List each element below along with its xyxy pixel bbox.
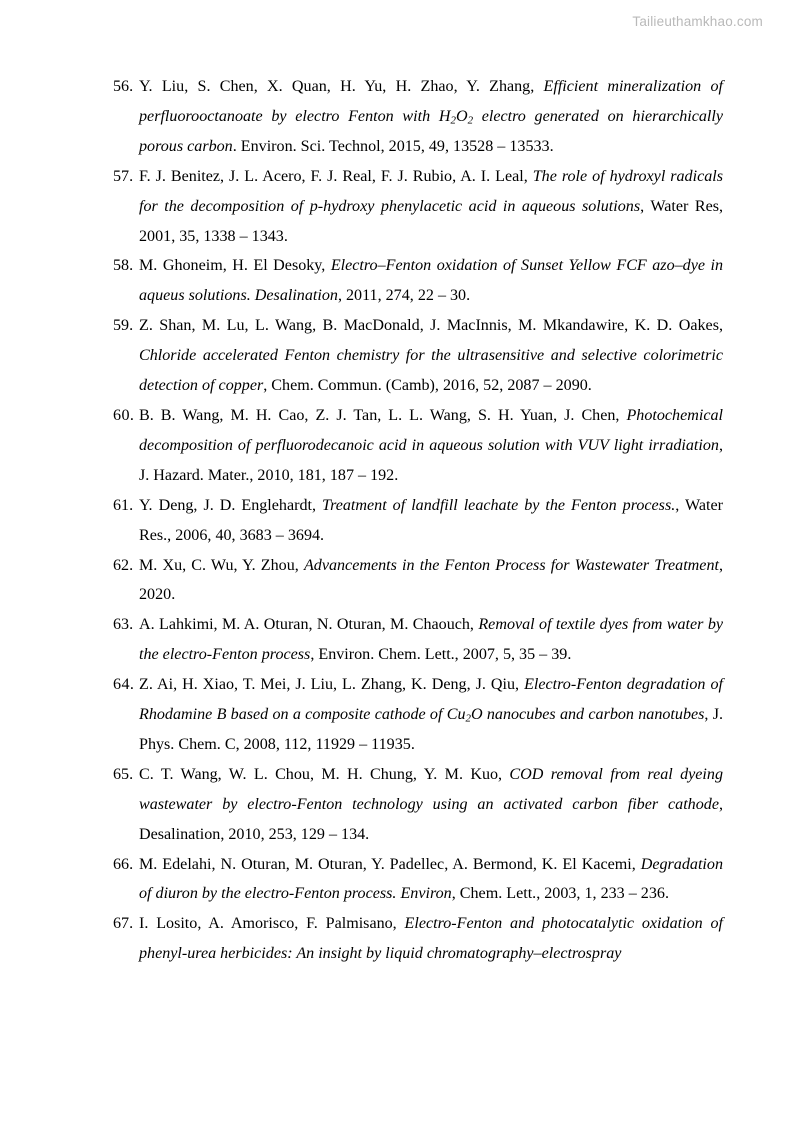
reference-source: , 2011, 274, 22 – 30. — [337, 287, 471, 305]
reference-number: 66. — [113, 855, 134, 873]
reference-authors: Y. Deng, J. D. Englehardt, — [139, 496, 323, 514]
reference-text — [139, 311, 723, 401]
reference-source: , Environ. Chem. Lett., 2007, 5, 35 – 39. — [310, 646, 572, 664]
subscript: 2 — [450, 114, 456, 127]
reference-authors: C. T. Wang, W. L. Chou, M. H. Chung, Y. M. Kuo, — [139, 765, 510, 783]
reference-source: , Chem. Commun. (Camb), 2016, 52, 2087 – 2090. — [263, 377, 592, 395]
reference-title-part: Efficient mineralization of perfluorooctanoate by electro Fenton with H — [139, 78, 723, 125]
reference-text — [139, 850, 723, 910]
reference-source: , Water Res, 2001, 35, 1338 – 1343. — [139, 197, 724, 245]
reference-title-part: O nanocubes and carbon nanotubes — [470, 706, 705, 724]
reference-title-part: electro generated on hierarchically porous carbon — [139, 107, 723, 155]
reference-entry — [113, 850, 723, 910]
reference-entry — [113, 610, 723, 670]
reference-entry — [113, 401, 723, 491]
reference-text — [139, 610, 723, 670]
reference-authors: B. B. Wang, M. H. Cao, Z. J. Tan, L. L. Wang, S. H. Yuan, J. Chen, — [139, 406, 627, 424]
reference-title: Electro–Fenton oxidation of Sunset Yellow FCF azo–dye in aqueus solutions. Desalination — [139, 257, 724, 305]
reference-title: Photochemical decomposition of perfluorodecanoic acid in aqueous solution with VUV light irradiation — [139, 406, 723, 454]
reference-number: 56. — [113, 78, 134, 95]
reference-text — [139, 72, 723, 162]
reference-source: , Chem. Lett., 2003, 1, 233 – 236. — [451, 885, 669, 903]
reference-text — [139, 251, 723, 311]
reference-number: 60. — [113, 406, 135, 424]
reference-source: , Desalination, 2010, 253, 129 – 134. — [139, 795, 723, 843]
reference-list — [113, 72, 723, 969]
reference-number: 62. — [113, 556, 134, 574]
reference-entry — [113, 311, 723, 401]
reference-source: , Water Res., 2006, 40, 3683 – 3694. — [139, 496, 723, 544]
reference-number: 64. — [113, 676, 135, 694]
reference-title: COD removal from real dyeing wastewater by electro-Fenton technology using an activated carbon fiber cathode — [139, 765, 723, 813]
reference-authors: F. J. Benitez, J. L. Acero, F. J. Real, F. J. Rubio, A. I. Leal, — [139, 167, 533, 185]
reference-title: Advancements in the Fenton Process for Wastewater Treatment — [303, 556, 719, 574]
reference-source: , 2020. — [139, 556, 724, 604]
reference-title-part: O — [455, 107, 468, 125]
reference-title: The role of hydroxyl radicals for the decomposition of p-hydroxy phenylacetic acid in aqueous solutions — [139, 167, 724, 215]
reference-text — [139, 162, 723, 252]
reference-text — [139, 670, 723, 760]
reference-title: Degradation of diuron by the electro-Fenton process. Environ — [139, 855, 723, 903]
reference-title: Electro-Fenton and photocatalytic oxidation of phenyl-urea herbicides: An insight by liquid chromatography–electrospray — [139, 915, 723, 963]
reference-entry — [113, 491, 723, 551]
reference-number: 57. — [113, 167, 134, 185]
reference-text — [139, 491, 723, 551]
reference-authors: M. Ghoneim, H. El Desoky, — [139, 257, 331, 275]
reference-title: Treatment of landfill leachate by the Fenton process. — [322, 496, 676, 514]
reference-authors: Y. Liu, S. Chen, X. Quan, H. Yu, H. Zhao, Y. Zhang, — [139, 78, 544, 95]
reference-text — [139, 760, 723, 850]
reference-text — [139, 909, 723, 969]
reference-source: , J. Hazard. Mater., 2010, 181, 187 – 192. — [139, 436, 723, 484]
reference-entry — [113, 909, 723, 969]
reference-number: 59. — [113, 317, 134, 335]
reference-source: . Environ. Sci. Technol, 2015, 49, 13528 – 13533. — [232, 137, 554, 155]
reference-authors: A. Lahkimi, M. A. Oturan, N. Oturan, M. Chaouch, — [139, 616, 479, 634]
reference-number: 58. — [113, 257, 134, 275]
reference-title: Removal of textile dyes from water by the electro-Fenton process — [139, 616, 724, 664]
reference-number: 61. — [113, 496, 134, 514]
reference-entry — [113, 72, 723, 162]
reference-number: 63. — [113, 616, 134, 634]
subscript: 2 — [465, 712, 471, 725]
reference-entry — [113, 251, 723, 311]
reference-entry — [113, 760, 723, 850]
reference-authors: I. Losito, A. Amorisco, F. Palmisano, — [139, 915, 405, 933]
reference-source: , J. Phys. Chem. C, 2008, 112, 11929 – 11935. — [139, 706, 723, 753]
reference-title: Chloride accelerated Fenton chemistry for the ultrasensitive and selective colorimetric detection of copper — [139, 347, 723, 395]
reference-entry — [113, 551, 723, 611]
reference-authors: M. Xu, C. Wu, Y. Zhou, — [139, 556, 304, 574]
reference-authors: Z. Shan, M. Lu, L. Wang, B. MacDonald, J. MacInnis, M. Mkandawire, K. D. Oakes, — [139, 317, 723, 335]
reference-text — [139, 551, 723, 611]
reference-title-part: Electro-Fenton degradation of Rhodamine B based on a composite cathode of Cu — [139, 676, 724, 724]
subscript: 2 — [467, 114, 474, 127]
reference-entry — [113, 162, 723, 252]
reference-authors: Z. Ai, H. Xiao, T. Mei, J. Liu, L. Zhang, K. Deng, J. Qiu, — [139, 676, 525, 694]
reference-number: 67. — [113, 915, 134, 933]
watermark-text: Tailieuthamkhao.com — [632, 14, 763, 29]
reference-text — [139, 401, 723, 491]
reference-authors: M. Edelahi, N. Oturan, M. Oturan, Y. Padellec, A. Bermond, K. El Kacemi, — [139, 855, 641, 873]
reference-number: 65. — [113, 765, 134, 783]
reference-entry — [113, 670, 723, 760]
